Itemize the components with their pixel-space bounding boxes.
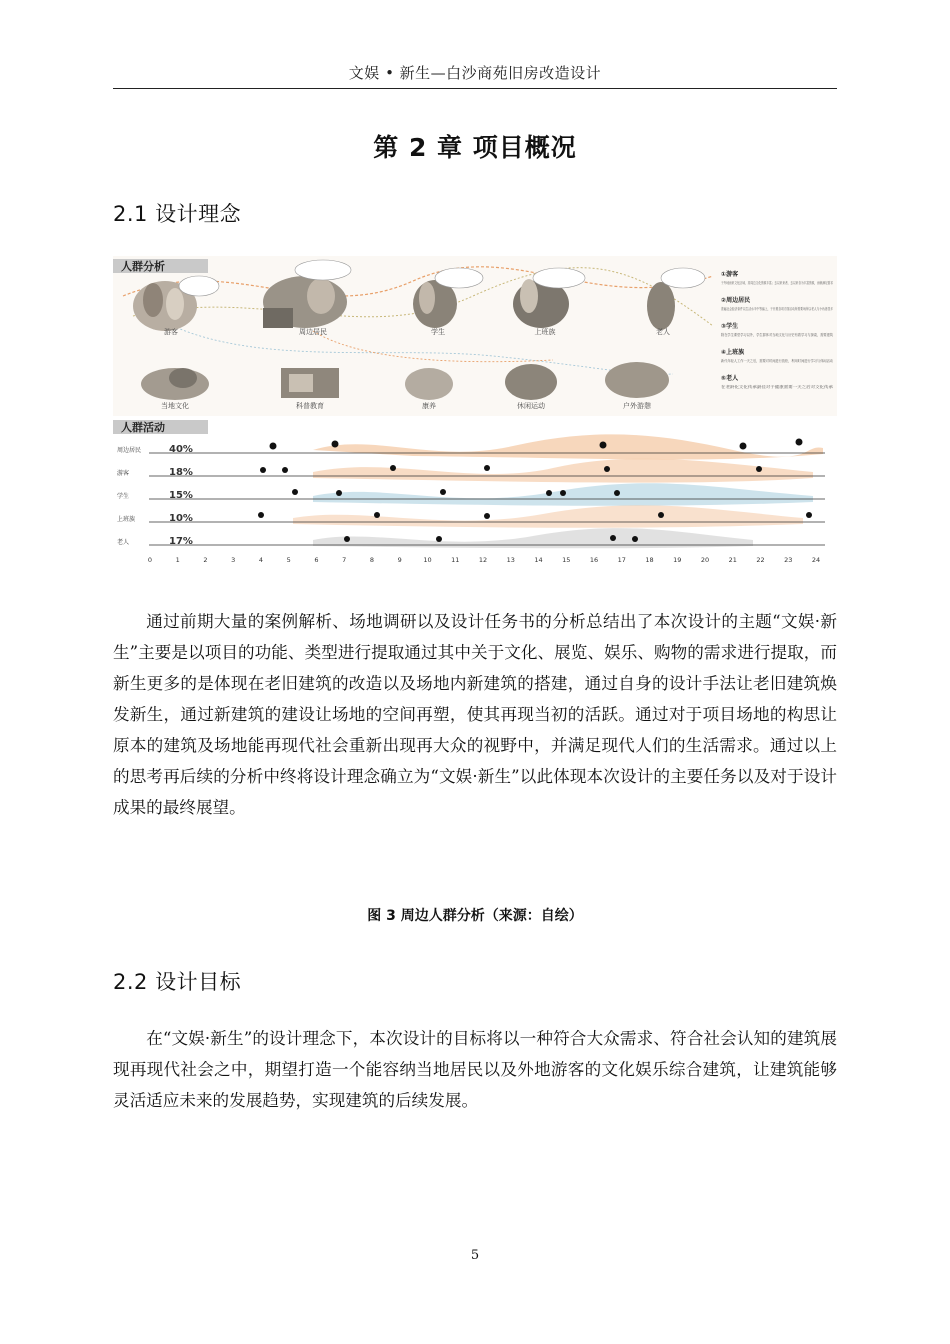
body-paragraph-1: 通过前期大量的案例解析、场地调研以及设计任务书的分析总结出了本次设计的主题“文娱·新生”主要是以项目的功能、类型进行提取通过其中关于文化、展览、娱乐、购物的需求进行提取，而新生更多的是体现在老旧建筑的改造以及场地内新建筑的搭建，通过自身的设计手法让老旧建筑焕发新生，通过新建筑的建设让场地的空间再塑，使其再现当初的活跃。通过对于项目场地的构思让原本的建筑及场地能再现代社会重新出现再大众的视野中，并满足现代人们的生活需求。通过以上的思考再后续的分析中终将设计理念确立为“文娱·新生”以此体现本次设计的主要任务以及对于设计成果的最终展望。 [113, 612, 837, 817]
row-percentage: 40% [169, 444, 193, 455]
activity-label: 当地文化 [161, 402, 189, 410]
running-header: 文娱 • 新生—白沙商苑旧房改造设计 [348, 64, 602, 82]
row-name: 上班族 [117, 516, 136, 523]
hour-tick-label: 23 [784, 556, 793, 564]
section-heading-2-1: 2.1 设计理念 [113, 202, 242, 226]
legend-text: 普遍社会经济条件以生活水平中等偏上，于开展各项方面活动所需要场所以老人与小孩者居多 [721, 307, 852, 311]
row-percentage: 15% [169, 490, 193, 501]
hour-tick-label: 13 [506, 556, 515, 564]
group-label: 学生 [431, 328, 445, 336]
page-number: 5 [470, 1248, 480, 1263]
hour-tick-label: 9 [397, 556, 402, 564]
hour-tick-label: 19 [673, 556, 682, 564]
row-name: 学生 [117, 493, 130, 500]
hour-tick-label: 14 [534, 556, 543, 564]
row-percentage: 17% [169, 536, 193, 547]
header-rule [113, 88, 837, 89]
legend-text: 新代年轻人工作一天之后，需要对时间进行放松，利用时间进行学习与休闲活动 [721, 359, 833, 363]
legend-text: 在老龄化文化传承最佳对于健康需要一天之后对文化传承 [721, 385, 801, 389]
hour-tick-label: 2 [203, 556, 208, 564]
group-label: 周边居民 [299, 328, 327, 336]
activity-waves [293, 434, 823, 548]
chapter-title: 第 2 章 项目概况 [373, 133, 577, 162]
hour-tick-label: 4 [258, 556, 264, 564]
figure-caption: 图 3 周边人群分析（来源：自绘） [367, 908, 583, 924]
hour-tick-label: 16 [589, 556, 599, 564]
hour-tick-label: 10 [423, 556, 432, 564]
hour-tick-label: 6 [314, 556, 319, 564]
activity-label: 科普教育 [296, 402, 324, 410]
activity-cluster-local-culture [141, 368, 209, 400]
crowd-analysis-figure [113, 256, 855, 566]
activity-label: 康养 [422, 402, 436, 410]
hour-tick-label: 18 [645, 556, 654, 564]
row-name: 老人 [117, 539, 130, 546]
hour-tick-label: 0 [147, 556, 153, 564]
hour-tick-label: 8 [369, 556, 375, 564]
group-label: 老人 [656, 328, 670, 336]
body-paragraph-2: 在“文娱·新生”的设计理念下，本次设计的目标将以一种符合大众需求、符合社会认知的建筑展现再现代社会之中，期望打造一个能容纳当地居民以及外地游客的文化娱乐综合建筑，让建筑能够灵活适应未来的发展趋势，实现建筑的后续发展。 [113, 1029, 837, 1110]
row-percentage: 18% [169, 467, 193, 478]
hour-tick-label: 22 [756, 556, 765, 564]
activity-cluster-leisure-sports [505, 364, 557, 400]
legend-heading: ①游客 [721, 271, 739, 278]
group-label: 游客 [164, 328, 178, 336]
legend-text: 除在学生课堂学习以外，学生群体对当地文化与历史有着学习与探索，需要建筑 [721, 333, 833, 337]
hour-tick-label: 3 [231, 556, 236, 564]
activity-cluster-outdoor-recreation [605, 362, 669, 398]
hour-tick-label: 20 [700, 556, 710, 564]
section-heading-2-2: 2.2 设计目标 [113, 970, 242, 994]
activity-label: 户外游憩 [623, 402, 651, 410]
hour-tick-label: 1 [175, 556, 180, 564]
activity-label: 休闲运动 [517, 402, 545, 410]
row-name: 周边居民 [117, 447, 142, 454]
hour-tick-label: 5 [286, 556, 291, 564]
activity-row-labels [117, 444, 193, 547]
hour-tick-label: 17 [617, 556, 626, 564]
hour-tick-label: 7 [342, 556, 347, 564]
legend-heading: ④上班族 [721, 349, 745, 356]
activity-cluster-wellness [405, 368, 453, 400]
crowd-activity-title: 人群活动 [121, 421, 165, 434]
crowd-analysis-title: 人群分析 [121, 260, 165, 273]
row-name: 游客 [117, 470, 130, 477]
legend-heading: ⑤老人 [721, 375, 739, 382]
activity-cluster-science-education [281, 368, 339, 398]
legend-text: 于外地而来文化区域，其周边文化资源丰富；去以来来者，去以来各为丰富资源，而就满足需求 [721, 281, 855, 285]
legend-heading: ③学生 [721, 323, 739, 330]
row-percentage: 10% [169, 513, 193, 524]
hour-tick-label: 15 [562, 556, 571, 564]
hour-tick-label: 24 [811, 556, 821, 564]
hour-axis [148, 556, 820, 564]
hour-tick-label: 21 [728, 556, 737, 564]
hour-tick-label: 12 [478, 556, 488, 564]
hour-tick-label: 11 [451, 556, 460, 564]
legend-heading: ②周边居民 [721, 297, 751, 304]
group-label: 上班族 [534, 328, 556, 336]
